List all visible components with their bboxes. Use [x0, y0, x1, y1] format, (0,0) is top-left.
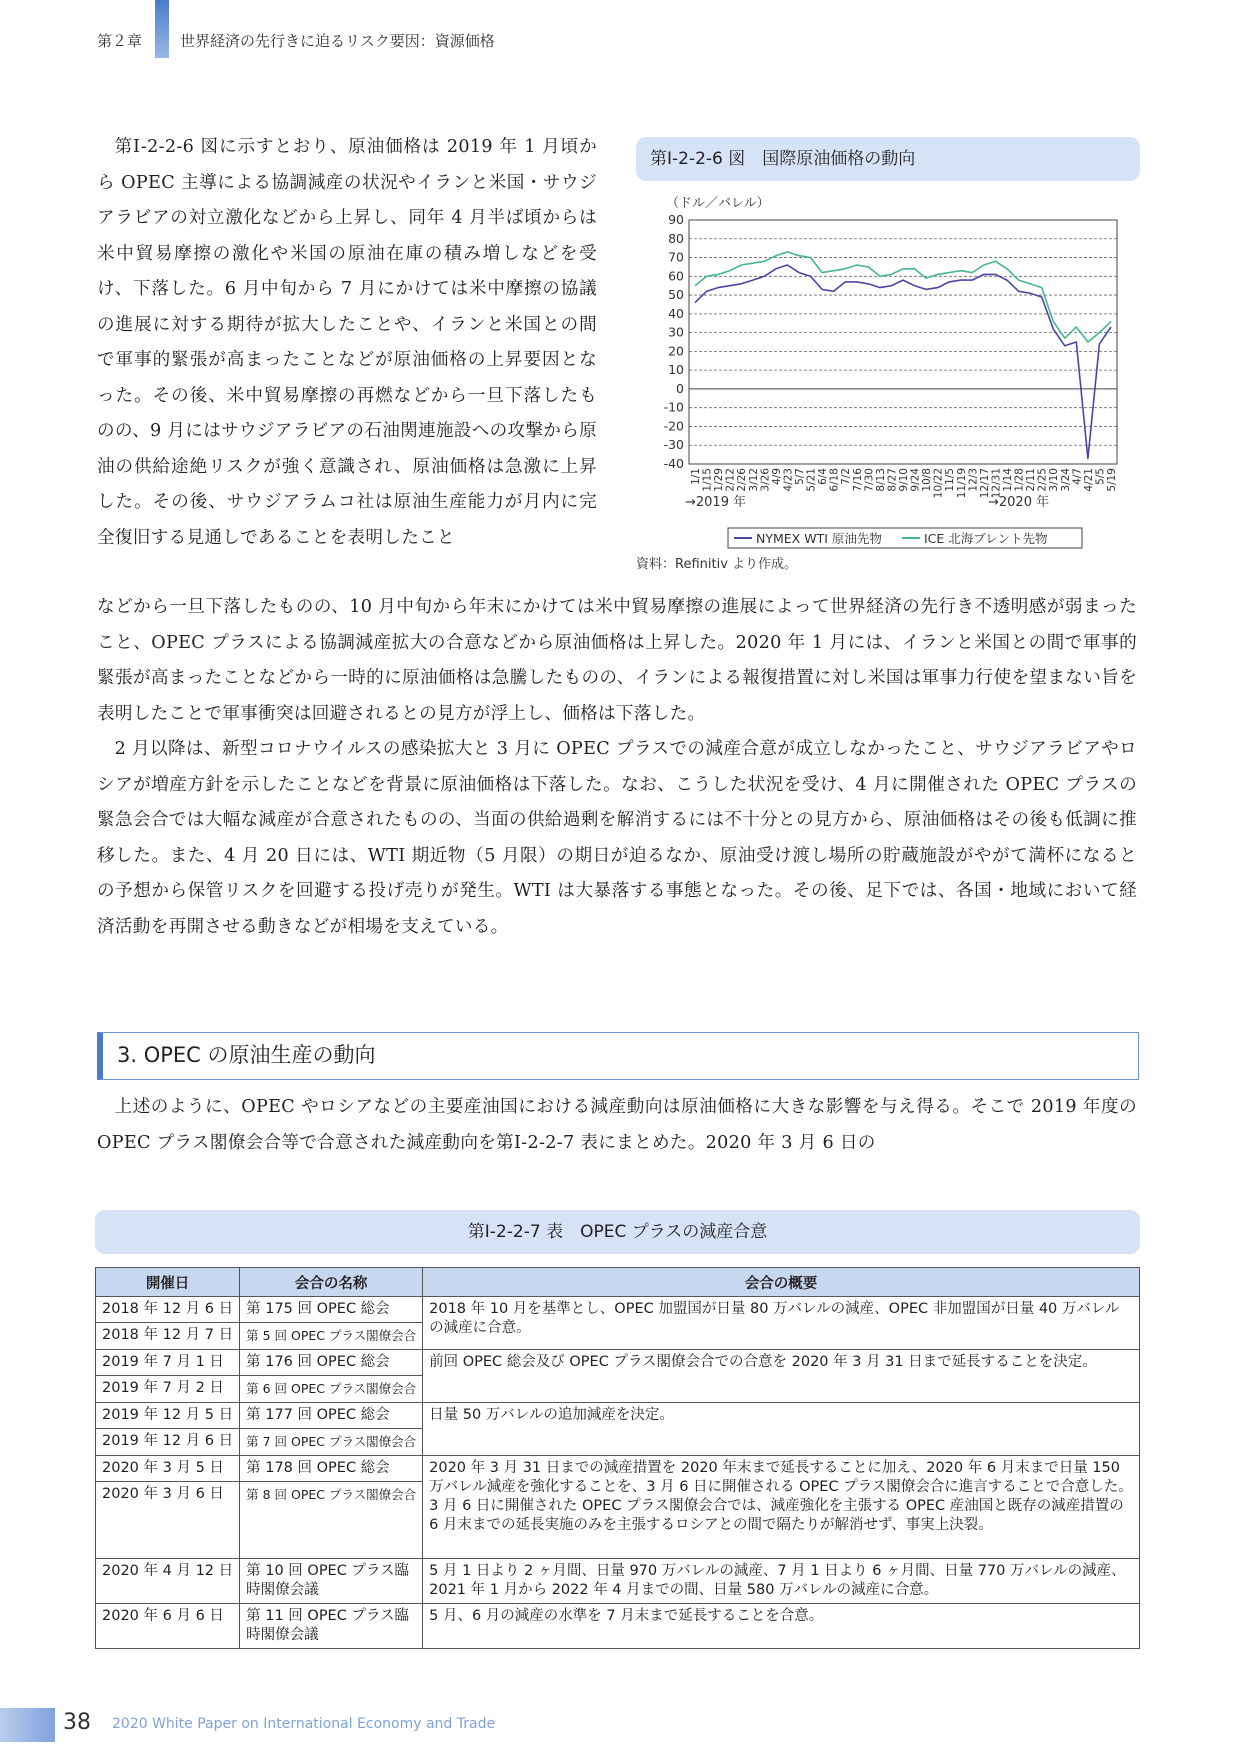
y-tick-label: -40 — [663, 456, 684, 471]
x-tick-label: 3/24 — [1059, 468, 1072, 492]
summary-text-2: 3 月 6 日に開催された OPEC プラス閣僚会合では、減産強化を主張する OPEC 産油国と既存の減産措置の 6 月末までの延長実施のみを主張するロシアとの間で隔たりが解消せず、事実上決裂。 — [429, 1498, 1124, 1533]
header-summary: 会合の概要 — [423, 1268, 1140, 1297]
figure-title: 第Ⅰ-2-2-6 図 国際原油価格の動向 — [636, 137, 1140, 181]
x-tick-label: 3/10 — [1048, 468, 1061, 492]
meeting-cell: 第 176 回 OPEC 総会 — [240, 1350, 423, 1376]
date-cell: 2020 年 6 月 6 日 — [96, 1604, 240, 1649]
x-tick-label: 6/18 — [828, 468, 841, 492]
date-cell: 2018 年 12 月 7 日 — [96, 1323, 240, 1350]
x-tick-label: 5/21 — [805, 468, 818, 492]
date-cell: 2020 年 3 月 5 日 — [96, 1456, 240, 1482]
meeting-cell: 第 6 回 OPEC プラス閣僚会合 — [246, 1381, 417, 1396]
summary-cell — [423, 1456, 1140, 1559]
x-tick-label: 4/9 — [770, 468, 783, 485]
meeting-cell: 第 7 回 OPEC プラス閣僚会合 — [246, 1434, 417, 1449]
chapter-title: 世界経済の先行きに迫るリスク要因：資源価格 — [180, 32, 495, 50]
x-tick-label: 7/2 — [840, 468, 853, 485]
chart-y-unit-label: （ドル／バレル） — [666, 196, 770, 211]
y-tick-label: 40 — [668, 305, 684, 321]
body-paragraph-1: 第Ⅰ-2-2-6 図に示すとおり、原油価格は 2019 年 1 月頃から OPEC 主導による協調減産の状況やイランと米国・サウジアラビアの対立激化などから上昇し、同年 4 月半ば頃からは米中貿易摩擦の激化や米国の原油在庫の積み増しなどを受け、下落した。6 月中旬から 7 月にかけては米中摩擦の協議の進展に対する期待が拡大したことや、イランと米国との間で軍事的緊張が高まったことなどが原油価格の上昇要因となった。その後、米中貿易摩擦の再燃などから一旦下落したものの、9 月にはサウジアラビアの石油関連施設への攻撃から原油の供給途絶リスクが強く意識され、原油価格は急激に上昇した。その後、サウジアラムコ社は原油生産能力が月内に完全復旧する見通しであることを表明したこと — [97, 137, 597, 548]
y-tick-label: 10 — [668, 362, 684, 378]
summary-text-1: 2020 年 3 月 31 日までの減産措置を 2020 年末まで延長することに加え、2020 年 6 月末まで日量 150 万バレル減産を強化することを、3 月 6 日に開催される OPEC プラス閣僚会合に進言することで合意した。 — [429, 1460, 1133, 1495]
chart-gridlines — [689, 220, 1117, 464]
header-meeting: 会合の名称 — [240, 1268, 423, 1297]
year-2020-label: →2020 年 — [988, 495, 1050, 510]
y-tick-label: 50 — [668, 287, 684, 303]
y-tick-label: 70 — [668, 249, 684, 265]
x-tick-label: 1/28 — [1013, 468, 1026, 492]
table-row — [96, 1297, 1140, 1323]
y-tick-label: 80 — [668, 230, 684, 246]
x-tick-label: 8/27 — [886, 468, 899, 492]
x-tick-label: 12/17 — [978, 468, 991, 499]
x-tick-label: 2/25 — [1036, 468, 1049, 492]
x-tick-label: 10/8 — [921, 468, 934, 492]
y-tick-label: 60 — [668, 268, 684, 284]
meeting-cell: 第 11 回 OPEC プラス臨時閣僚会議 — [240, 1604, 423, 1649]
summary-cell: 5 月、6 月の減産の水準を 7 月末まで延長することを合意。 — [423, 1604, 1140, 1649]
x-tick-label: 2/12 — [724, 468, 737, 492]
table-row — [96, 1456, 1140, 1482]
meeting-cell: 第 5 回 OPEC プラス閣僚会合 — [246, 1328, 417, 1343]
x-tick-label: 9/10 — [898, 468, 910, 492]
x-tick-label: 1/29 — [713, 468, 726, 492]
x-tick-label: 5/7 — [794, 468, 806, 485]
x-tick-label: 7/30 — [863, 468, 876, 492]
body-paragraph-2: 2 月以降は、新型コロナウイルスの感染拡大と 3 月に OPEC プラスでの減産合意が成立しなかったこと、サウジアラビアやロシアが増産方針を示したことなどを背景に原油価格は下落した。なお、こうした状況を受け、4 月に開催された OPEC プラスの緊急会合では大幅な減産が合意されたものの、当面の供給過剰を解消するには不十分との見方から、原油価格はその後も低調に推移した。また、4 月 20 日には、WTI 期近物（5 月限）の期日が迫るなか、原油受け渡し場所の貯蔵施設がやがて満杯になるとの予想から保管リスクを回避する投げ売りが発生。WTI は大暴落する事態となった。その後、足下では、各国・地域において経済活動を再開させる動きなどが相場を支えている。 — [97, 739, 1137, 937]
table-title: 第Ⅰ-2-2-7 表 OPEC プラスの減産合意 — [95, 1210, 1140, 1254]
x-tick-label: 10/22 — [932, 468, 945, 499]
x-tick-label: 9/24 — [909, 468, 922, 492]
x-tick-label: 11/5 — [944, 468, 957, 492]
meeting-cell: 第 178 回 OPEC 総会 — [240, 1456, 423, 1482]
y-tick-label: -10 — [663, 399, 684, 415]
chart-legend — [728, 528, 1082, 548]
chart-y-ticks — [664, 212, 684, 471]
x-tick-label: 12/31 — [990, 468, 1003, 499]
legend-brent-label: ICE 北海ブレント先物 — [924, 531, 1048, 546]
x-tick-label: 8/13 — [874, 468, 887, 492]
table-row — [96, 1604, 1140, 1649]
chart-series-lines — [695, 252, 1111, 459]
x-tick-label: 4/7 — [1071, 468, 1084, 485]
x-tick-label: 4/21 — [1082, 468, 1095, 492]
summary-cell: 前回 OPEC 総会及び OPEC プラス閣僚会合での合意を 2020 年 3 月 31 日まで延長することを決定。 — [423, 1350, 1140, 1403]
chart-x-ticks — [690, 468, 1118, 499]
x-tick-label: 6/4 — [817, 468, 830, 485]
x-tick-label: 7/16 — [851, 468, 864, 492]
x-tick-label: 12/3 — [967, 468, 980, 492]
oil-price-chart — [636, 188, 1140, 550]
y-tick-label: -30 — [663, 437, 684, 453]
opec-cut-agreement-table — [95, 1267, 1140, 1649]
series-line-brent — [695, 252, 1111, 342]
footer-accent-bar — [0, 1708, 55, 1742]
section-heading: 3. OPEC の原油生産の動向 — [97, 1032, 1139, 1080]
chart-plot-frame — [689, 220, 1117, 464]
date-cell: 2019 年 7 月 1 日 — [96, 1350, 240, 1376]
y-tick-label: 30 — [668, 324, 684, 340]
meeting-cell: 第 10 回 OPEC プラス臨時閣僚会議 — [240, 1559, 423, 1604]
footer-publication-title: 2020 White Paper on International Economy and Trade — [112, 1716, 496, 1732]
header-accent-bar — [155, 0, 169, 58]
x-tick-label: 5/19 — [1106, 468, 1118, 492]
x-tick-label: 1/14 — [1002, 468, 1014, 492]
y-tick-label: 90 — [668, 212, 684, 227]
date-cell: 2019 年 12 月 6 日 — [96, 1429, 240, 1456]
year-2019-label: →2019 年 — [685, 495, 747, 510]
series-line-wti — [695, 265, 1111, 458]
date-cell: 2019 年 12 月 5 日 — [96, 1403, 240, 1429]
page-number: 38 — [63, 1710, 91, 1735]
x-tick-label: 4/23 — [782, 468, 795, 492]
date-cell: 2018 年 12 月 6 日 — [96, 1297, 240, 1323]
table-header-row — [96, 1268, 1140, 1297]
chapter-label: 第２章 — [97, 32, 143, 50]
summary-cell: 日量 50 万バレルの追加減産を決定。 — [423, 1403, 1140, 1456]
meeting-cell: 第 177 回 OPEC 総会 — [240, 1403, 423, 1429]
y-tick-label: 0 — [676, 380, 684, 396]
table-row — [96, 1403, 1140, 1429]
legend-wti-label: NYMEX WTI 原油先物 — [756, 531, 882, 546]
x-tick-label: 3/12 — [747, 468, 760, 492]
summary-cell: 2018 年 10 月を基準とし、OPEC 加盟国が日量 80 万バレルの減産、OPEC 非加盟国が日量 40 万バレルの減産に合意。 — [423, 1297, 1140, 1350]
x-tick-label: 5/5 — [1094, 468, 1107, 485]
x-tick-label: 1/1 — [690, 468, 702, 485]
x-tick-label: 2/26 — [736, 468, 749, 492]
x-tick-label: 11/19 — [955, 468, 968, 499]
body-paragraph-3: 上述のように、OPEC やロシアなどの主要産油国における減産動向は原油価格に大きな影響を与え得る。そこで 2019 年度の OPEC プラス閣僚会合等で合意された減産動向を第Ⅰ-2-2-7 表にまとめた。2020 年 3 月 6 日の — [97, 1097, 1137, 1153]
header-date: 開催日 — [96, 1268, 240, 1297]
summary-cell: 5 月 1 日より 2 ヶ月間、日量 970 万バレルの減産、7 月 1 日より 6 ヶ月間、日量 770 万バレルの減産、2021 年 1 月から 2022 年 4 月までの間、日量 580 万バレルの減産に合意。 — [423, 1559, 1140, 1604]
meeting-cell: 第 175 回 OPEC 総会 — [240, 1297, 423, 1323]
figure-source: 資料：Refinitiv より作成。 — [636, 557, 798, 572]
date-cell: 2019 年 7 月 2 日 — [96, 1376, 240, 1403]
x-tick-label: 2/11 — [1025, 468, 1038, 492]
date-cell: 2020 年 3 月 6 日 — [96, 1482, 240, 1559]
y-tick-label: 20 — [668, 343, 684, 359]
x-tick-label: 3/26 — [759, 468, 772, 492]
table-row — [96, 1559, 1140, 1604]
meeting-cell: 第 8 回 OPEC プラス閣僚会合 — [246, 1487, 417, 1502]
y-tick-label: -20 — [663, 418, 684, 434]
table-row — [96, 1350, 1140, 1376]
body-paragraph-1-continued: などから一旦下落したものの、10 月中旬から年末にかけては米中貿易摩擦の進展によって世界経済の先行き不透明感が弱まったこと、OPEC プラスによる協調減産拡大の合意などから原油価格は上昇した。2020 年 1 月には、イランと米国との間で軍事的緊張が高まったことなどから一時的に原油価格は急騰したものの、イランによる報復措置に対し米国は軍事力行使を望まない旨を表明したことで軍事衝突は回避されるとの見方が浮上し、価格は下落した。 — [97, 597, 1137, 724]
x-tick-label: 1/15 — [701, 468, 714, 492]
date-cell: 2020 年 4 月 12 日 — [96, 1559, 240, 1604]
